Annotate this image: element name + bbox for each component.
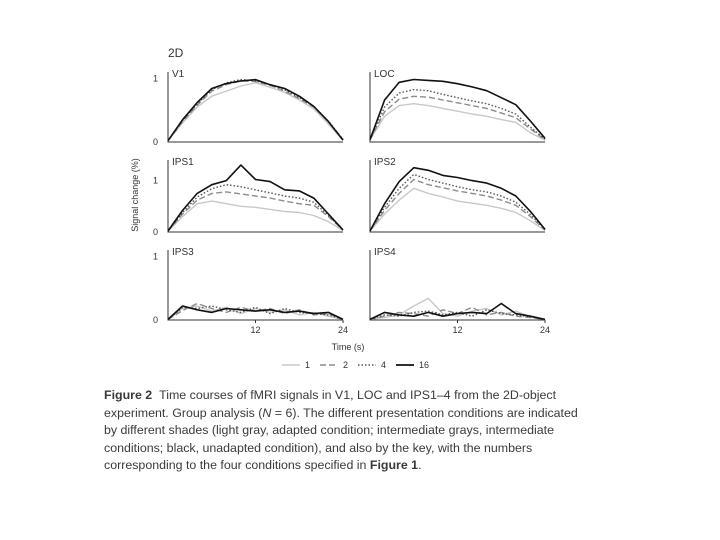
series-line-loc-16 [370,80,545,140]
caption-n-symbol: N [262,405,272,420]
y-tick-label: 1 [152,175,158,186]
panel-ips1 [153,157,343,237]
panel-title-ips3: IPS3 [172,247,194,258]
y-tick-label: 0 [152,137,158,147]
panel-grid [153,69,550,335]
x-tick-label: 24 [337,325,349,335]
series-line-loc-2 [370,96,545,139]
x-axis-label: Time (s) [331,342,365,352]
panel-title-ips4: IPS4 [374,247,396,258]
figure-caption [104,387,584,475]
series-line-v1-1 [168,83,343,141]
caption-figure-label: Figure 2 [104,388,153,402]
legend [282,360,429,370]
panel-ips3 [153,247,348,335]
caption-end: . [418,458,422,472]
x-tick-label: 24 [539,325,551,335]
series-line-ips1-1 [168,201,343,231]
y-tick-label: 1 [152,251,158,262]
caption-body-1: Group analysis ( [168,405,263,420]
x-tick-label: 12 [452,325,463,335]
panel-loc [370,69,545,142]
panel-ips2 [370,157,545,232]
series-line-ips1-16 [168,165,343,231]
legend-label-16: 16 [419,360,430,370]
y-tick-label: 0 [152,227,158,237]
caption-body-2: = 6). The different presentation conditions are indicated by different shades (light gray, adapted condition; intermediate grays, intermediate conditions; black, unadapted condition), and also by the key, with the numbers corresponding to the four conditions specified in [104,405,578,472]
caption-figure-ref: Figure 1 [369,458,419,472]
panel-v1 [153,69,343,147]
panel-title-loc: LOC [374,69,395,80]
panel-title-v1: V1 [172,69,185,80]
panel-title-ips1: IPS1 [172,157,194,168]
series-line-ips2-1 [370,188,545,231]
panel-axes-ips2 [370,160,545,232]
panel-ips4 [370,247,550,335]
panel-title-ips2: IPS2 [374,157,396,168]
legend-label-4: 4 [381,360,387,370]
legend-label-2: 2 [343,360,349,370]
series-line-ips2-16 [370,168,545,231]
panel-group-title: 2D [168,46,184,60]
caption-title: Time courses of fMRI signals in V1, LOC and IPS1–4 from the 2D-object experiment. [104,388,557,420]
series-line-loc-4 [370,90,545,140]
x-tick-label: 12 [250,325,261,335]
y-axis-label: Signal change (%) [130,158,140,232]
panel-axes-ips4 [370,250,545,320]
legend-label-1: 1 [305,360,311,370]
y-tick-label: 0 [152,315,158,325]
y-tick-label: 1 [152,73,158,84]
